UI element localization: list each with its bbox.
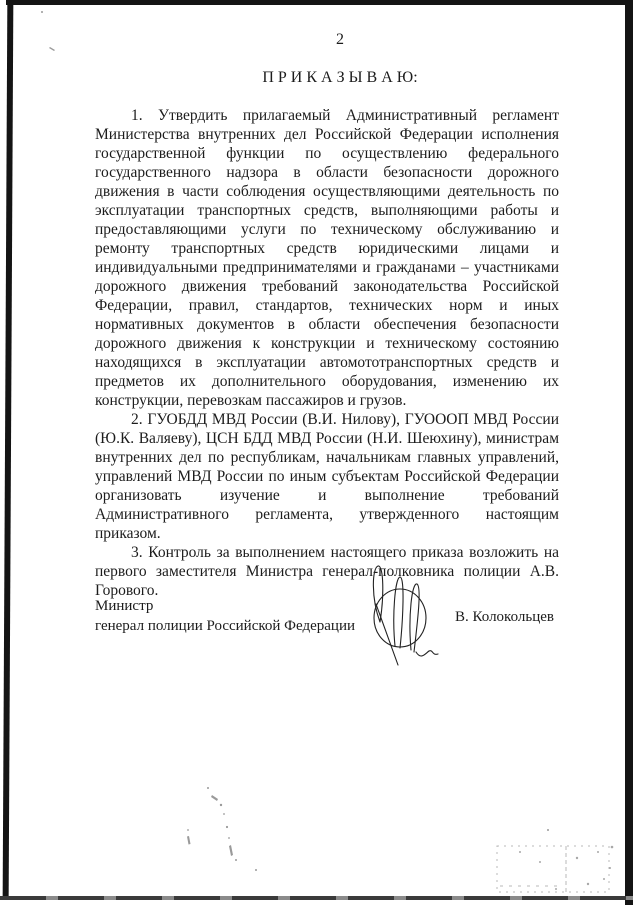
scan-border-bottom <box>0 896 633 900</box>
handwritten-signature-icon <box>358 560 444 670</box>
signer-title <box>95 597 355 636</box>
order-body <box>95 106 559 600</box>
page-number: 2 <box>336 31 344 48</box>
scan-border-top <box>6 0 633 5</box>
scan-border-right <box>625 0 633 905</box>
order-paragraph-2: 2. ГУОБДД МВД России (В.И. Нилову), ГУОООП МВД России (Ю.К. Валяеву), ЦСН БДД МВД России (Н.И. Шеюхину), министрам внутренних дел по республикам, начальникам главных управлений, управлений МВД России по иным субъектам Российской Федерации организовать изучение и выполнение требований Административного регламента, утвержденного настоящим приказом. <box>95 411 559 542</box>
signer-title-line-2: генерал полиции Российской Федерации <box>95 617 356 634</box>
order-paragraph-1: 1. Утвердить прилагаемый Административный регламент Министерства внутренних дел Российской Федерации исполнения государственной функции по осуществлению федерального государственного надзора в области безопасности дорожного движения в части соблюдения осуществляющими деятельность по эксплуатации транспортных средств, выполняющими работы и предоставляющими услуги по техническому обслуживанию и ремонту транспортных средств юридическими лицами и индивидуальными предпринимателями и гражданами – участниками дорожного движения требований законодательства Российской Федерации, правил, стандартов, технических норм и иных нормативных документов в области обеспечения безопасности дорожного движения к конструкции и техническому состоянию находящихся в эксплуатации автомототранспортных средств и предметов их дополнительного оборудования, изменению их конструкции, перевозкам пассажиров и грузов. <box>95 107 559 409</box>
scan-border-left <box>3 0 14 896</box>
signer-title-line-1: Министр <box>95 598 154 614</box>
order-heading: П Р И К А З Ы В А Ю: <box>262 69 418 86</box>
order-paragraph-3: 3. Контроль за выполнением настоящего приказа возложить на первого заместителя Министра генерал-полковника полиции А.В. Горового. <box>95 544 559 599</box>
signer-name: В. Колокольцев <box>455 609 554 625</box>
